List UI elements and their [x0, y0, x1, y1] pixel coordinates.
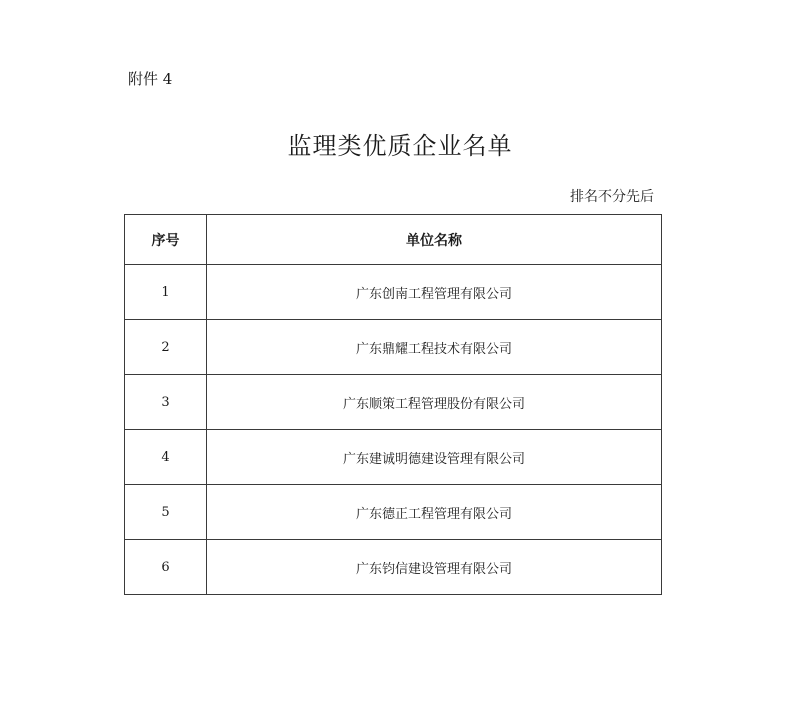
company-name-cell: 广东钧信建设管理有限公司 — [207, 540, 662, 595]
attachment-label: 附件 4 — [128, 70, 173, 88]
table-row — [125, 320, 662, 375]
table-header-row — [125, 215, 662, 265]
header-serial-number: 序号 — [125, 215, 207, 265]
table-row — [125, 265, 662, 320]
table-row — [125, 540, 662, 595]
serial-number-cell: 1 — [125, 265, 207, 320]
serial-number-cell: 2 — [125, 320, 207, 375]
table-row — [125, 430, 662, 485]
company-name-cell: 广东顺策工程管理股份有限公司 — [207, 375, 662, 430]
company-list-table — [124, 214, 662, 595]
serial-number-cell: 5 — [125, 485, 207, 540]
company-name-cell: 广东建诚明德建设管理有限公司 — [207, 430, 662, 485]
company-name-cell: 广东创南工程管理有限公司 — [207, 265, 662, 320]
document-title: 监理类优质企业名单 — [287, 132, 513, 160]
serial-number-cell: 4 — [125, 430, 207, 485]
ranking-note: 排名不分先后 — [570, 189, 654, 205]
company-name-cell: 广东德正工程管理有限公司 — [207, 485, 662, 540]
company-name-cell: 广东鼎耀工程技术有限公司 — [207, 320, 662, 375]
table-row — [125, 485, 662, 540]
header-company-name: 单位名称 — [207, 215, 662, 265]
table-row — [125, 375, 662, 430]
serial-number-cell: 6 — [125, 540, 207, 595]
serial-number-cell: 3 — [125, 375, 207, 430]
